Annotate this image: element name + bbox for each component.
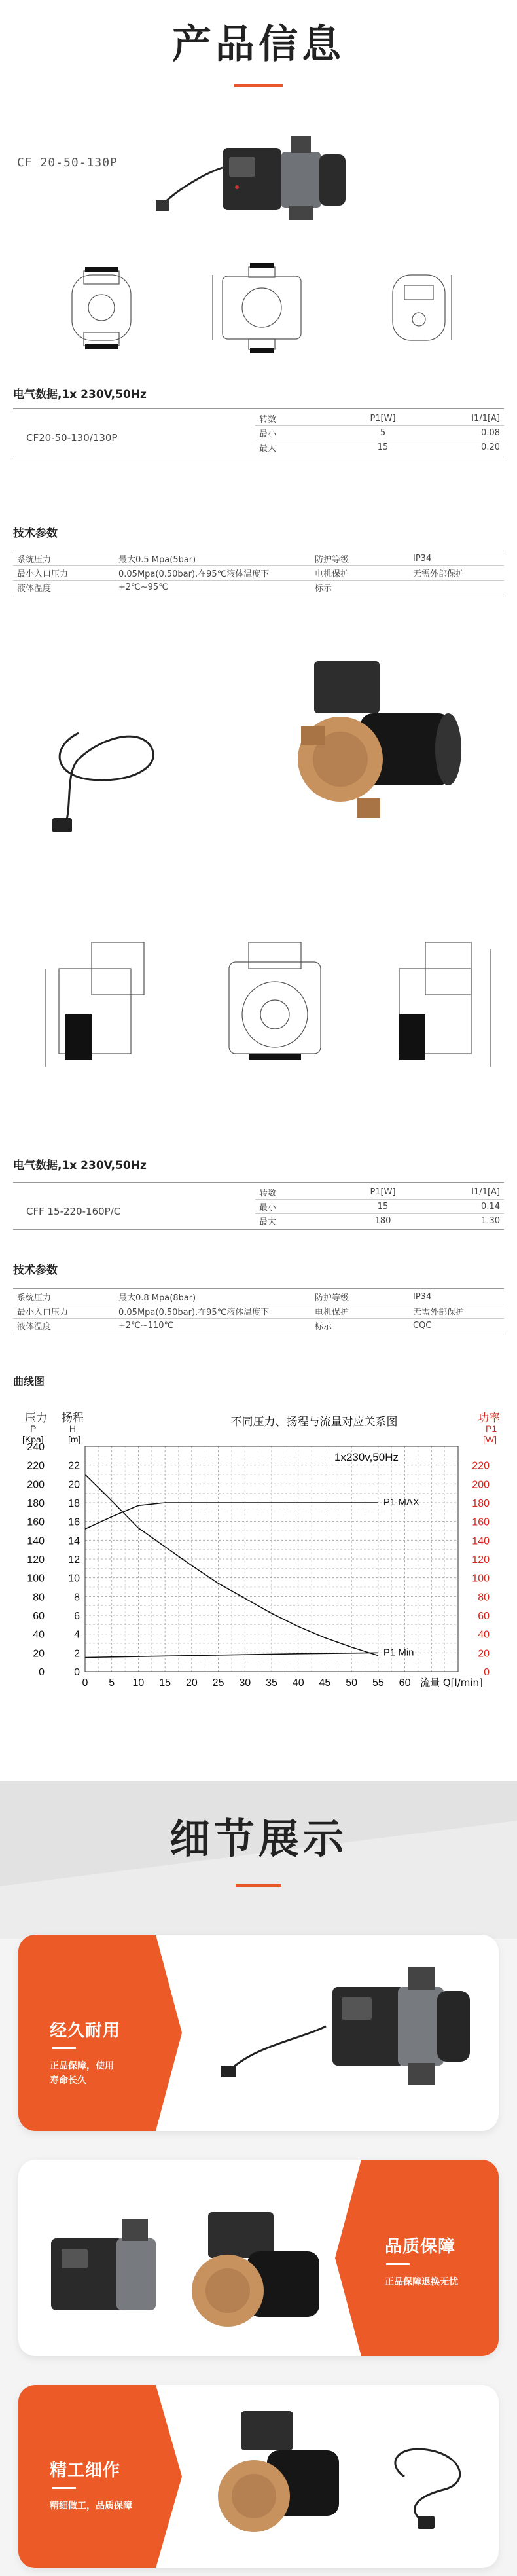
table-row <box>255 1213 504 1228</box>
head-axis-unit: [m] <box>68 1434 81 1444</box>
pressure-tick-label: 0 <box>39 1667 45 1678</box>
table-rule <box>255 1213 504 1214</box>
card-1-title: 经久耐用 <box>50 2021 121 2041</box>
cable-image <box>39 720 183 838</box>
table-cell: 电机保护 <box>315 1307 349 1317</box>
table-cell: 最小入口压力 <box>17 569 69 579</box>
table-cell: 最大0.8 Mpa(8bar) <box>118 1293 196 1303</box>
power-tick-label: 100 <box>472 1573 490 1584</box>
power-tick-label: 80 <box>478 1592 490 1603</box>
card-3-dash <box>52 2487 76 2489</box>
pressure-tick-label: 100 <box>27 1573 45 1584</box>
card-2-dash <box>386 2263 410 2265</box>
pressure-tick-label: 160 <box>27 1516 45 1528</box>
table-cell: 0.08 <box>481 427 500 438</box>
pressure-tick-label: 240 <box>27 1442 45 1453</box>
tech-table-2 <box>13 1289 504 1333</box>
table-row <box>13 1289 504 1304</box>
technical-drawing-2 <box>33 916 504 1093</box>
table-cell: 系统压力 <box>17 554 52 565</box>
power-tick-label: 120 <box>472 1554 490 1565</box>
pressure-tick-label: 180 <box>27 1498 45 1509</box>
table-cell: I1/1[A] <box>471 413 500 423</box>
table-cell: +2℃~110℃ <box>118 1320 174 1331</box>
power-axis-label: 功率 <box>478 1412 500 1425</box>
table-cell: 最大0.5 Mpa(5bar) <box>118 554 196 565</box>
electrical-model-2: CFF 15-220-160P/C <box>26 1206 121 1217</box>
power-tick-label: 180 <box>472 1498 490 1509</box>
table-cell: 15 <box>377 1201 389 1211</box>
table-cell: 电机保护 <box>315 569 349 579</box>
x-tick-label: 60 <box>399 1677 411 1689</box>
power-tick-label: 220 <box>472 1460 490 1472</box>
power-axis-unit: [W] <box>483 1434 497 1444</box>
card-2-title: 品质保障 <box>385 2237 456 2257</box>
head-tick-label: 6 <box>74 1611 80 1622</box>
table-row <box>13 1304 504 1318</box>
head-tick-label: 2 <box>74 1648 80 1660</box>
table-row <box>13 551 504 565</box>
table-cell: P1[W] <box>370 413 396 423</box>
table-rule <box>255 1199 504 1200</box>
table-cell: 系统压力 <box>17 1293 52 1303</box>
table-cell: 0.05Mpa(0.50bar),在95℃液体温度下 <box>118 569 270 579</box>
table-cell: +2℃~95℃ <box>118 582 168 592</box>
x-axis-label: 流量 Q[l/min] <box>420 1677 483 1689</box>
pressure-tick-label: 120 <box>27 1554 45 1565</box>
table-cell: I1/1[A] <box>471 1187 500 1197</box>
table-cell: 液体温度 <box>17 583 52 594</box>
electrical-title-2: 电气数据,1x 230V,50Hz <box>13 1159 147 1172</box>
electrical-model-1: CF20-50-130/130P <box>26 432 118 444</box>
table-cell: 5 <box>380 427 386 438</box>
electrical-title-1: 电气数据,1x 230V,50Hz <box>13 388 147 401</box>
table-cell: 最大 <box>259 443 277 454</box>
power-tick-label: 160 <box>472 1516 490 1528</box>
detail-card-1 <box>18 1935 499 2131</box>
power-tick-label: 0 <box>484 1667 490 1678</box>
table-cell: 无需外部保护 <box>413 1307 465 1317</box>
chart-title: 不同压力、扬程与流量对应关系图 <box>230 1416 398 1429</box>
p1max-label: P1 MAX <box>383 1497 419 1508</box>
table-cell: 无需外部保护 <box>413 569 465 579</box>
head-tick-label: 14 <box>68 1535 80 1547</box>
head-axis-label: 扬程 <box>62 1412 84 1425</box>
card-3-sub1: 精细做工，品质保障 <box>50 2501 132 2511</box>
page-title: 产品信息 <box>172 22 345 67</box>
table-cell <box>409 580 504 594</box>
head-tick-label: 18 <box>68 1498 80 1509</box>
pressure-tick-label: 140 <box>27 1535 45 1547</box>
x-tick-label: 20 <box>185 1677 198 1689</box>
card-1-sub1: 正品保障，使用 <box>50 2061 114 2071</box>
head-tick-label: 22 <box>68 1460 80 1472</box>
table-cell: IP34 <box>413 553 432 564</box>
table-top-rule <box>13 1288 504 1289</box>
power-tick-label: 60 <box>478 1611 490 1622</box>
head-tick-label: 10 <box>68 1573 80 1584</box>
table-cell: 最大 <box>259 1217 277 1227</box>
technical-drawing-1 <box>65 262 458 353</box>
pressure-tick-label: 220 <box>27 1460 45 1472</box>
table-row <box>13 1318 504 1333</box>
table-row <box>13 565 504 580</box>
x-tick-label: 50 <box>346 1677 358 1689</box>
details-title-underline <box>236 1884 281 1887</box>
title-underline <box>234 84 283 87</box>
table-cell: 1.30 <box>481 1215 500 1226</box>
table-row <box>255 440 504 454</box>
electrical-table-2 <box>255 1185 504 1228</box>
pressure-tick-label: 20 <box>33 1648 45 1660</box>
x-tick-label: 35 <box>266 1677 277 1689</box>
table-row <box>255 411 504 425</box>
x-tick-label: 10 <box>132 1677 145 1689</box>
table-cell: P1[W] <box>370 1187 396 1197</box>
x-tick-label: 45 <box>319 1677 331 1689</box>
pressure-tick-label: 80 <box>33 1592 45 1603</box>
power-tick-label: 20 <box>478 1648 490 1660</box>
head-tick-label: 20 <box>68 1479 80 1491</box>
tech-title-2: 技术参数 <box>13 1264 58 1277</box>
table-cell: 最小 <box>259 1202 277 1213</box>
table-cell: 转数 <box>259 414 277 425</box>
table-cell: 标示 <box>315 583 332 594</box>
p1min-label: P1 Min <box>383 1647 414 1658</box>
card-2-sub1: 正品保障退换无忧 <box>385 2277 458 2287</box>
power-tick-label: 140 <box>472 1535 490 1547</box>
pressure-tick-label: 40 <box>33 1629 45 1641</box>
head-tick-label: 16 <box>68 1516 80 1528</box>
head-tick-label: 8 <box>74 1592 80 1603</box>
pressure-tick-label: 200 <box>27 1479 45 1491</box>
card-2-pump-image <box>38 2186 339 2343</box>
table-top-rule <box>13 408 504 409</box>
x-tick-label: 15 <box>159 1677 171 1689</box>
table-cell: 0.14 <box>481 1201 500 1211</box>
pump-image-1 <box>151 128 373 226</box>
tech-table-1 <box>13 551 504 594</box>
detail-card-2 <box>18 2160 499 2356</box>
head-axis-sub: H <box>69 1423 77 1434</box>
table-cell: IP34 <box>413 1291 432 1302</box>
table-cell: CQC <box>413 1320 432 1331</box>
x-tick-label: 40 <box>292 1677 304 1689</box>
table-cell: 最小 <box>259 429 277 439</box>
x-tick-label: 30 <box>239 1677 251 1689</box>
details-title: 细节展示 <box>169 1815 348 1863</box>
chart-voltage: 1x230v,50Hz <box>334 1451 399 1463</box>
card-1-pump-image <box>202 1948 490 2124</box>
table-rule <box>13 1318 504 1319</box>
table-row <box>13 580 504 594</box>
tech-title-1: 技术参数 <box>13 527 58 540</box>
performance-chart <box>7 1407 510 1695</box>
table-cell: 0.20 <box>481 442 500 452</box>
head-tick-label: 4 <box>74 1629 80 1641</box>
head-tick-label: 0 <box>74 1667 80 1678</box>
card-1-sub2: 寿命长久 <box>50 2075 86 2086</box>
table-row <box>255 1185 504 1199</box>
model-label: CF 20-50-130P <box>17 156 118 170</box>
table-rule <box>13 565 504 566</box>
pump-image-2 <box>275 648 471 844</box>
card-1-dash <box>52 2047 76 2049</box>
card-orange-shape <box>329 2160 499 2356</box>
power-tick-label: 200 <box>472 1479 490 1491</box>
table-cell: 0.05Mpa(0.50bar),在95℃液体温度下 <box>118 1307 270 1317</box>
pressure-axis-unit: [Kpa] <box>22 1434 44 1444</box>
table-cell: 180 <box>374 1215 391 1226</box>
card-3-title: 精工细作 <box>50 2461 121 2480</box>
curve-section-title: 曲线图 <box>13 1375 45 1387</box>
table-rule <box>13 580 504 581</box>
power-axis-sub: P1 <box>486 1423 497 1434</box>
head-tick-label: 12 <box>68 1554 80 1565</box>
detail-card-3 <box>18 2385 499 2568</box>
pressure-axis-sub: P <box>30 1423 37 1434</box>
table-rule <box>255 425 504 426</box>
table-row <box>255 425 504 440</box>
x-tick-label: 5 <box>109 1677 115 1689</box>
pressure-tick-label: 60 <box>33 1611 45 1622</box>
table-bottom-rule <box>13 1229 504 1230</box>
table-top-rule <box>13 1182 504 1183</box>
series-line-3 <box>85 1653 378 1657</box>
table-cell: 最小入口压力 <box>17 1307 69 1317</box>
x-tick-label: 25 <box>212 1677 224 1689</box>
x-tick-label: 55 <box>372 1677 384 1689</box>
pressure-axis-label: 压力 <box>25 1412 47 1425</box>
table-cell: 防护等级 <box>315 1293 349 1303</box>
table-cell: 防护等级 <box>315 554 349 565</box>
card-3-pump-image <box>188 2398 490 2555</box>
x-tick-label: 0 <box>82 1677 88 1689</box>
electrical-table-1 <box>255 411 504 454</box>
table-cell: 液体温度 <box>17 1321 52 1332</box>
power-tick-label: 40 <box>478 1629 490 1641</box>
table-cell: 转数 <box>259 1188 277 1198</box>
table-cell: 15 <box>377 442 389 452</box>
table-row <box>255 1199 504 1213</box>
table-cell: 标示 <box>315 1321 332 1332</box>
